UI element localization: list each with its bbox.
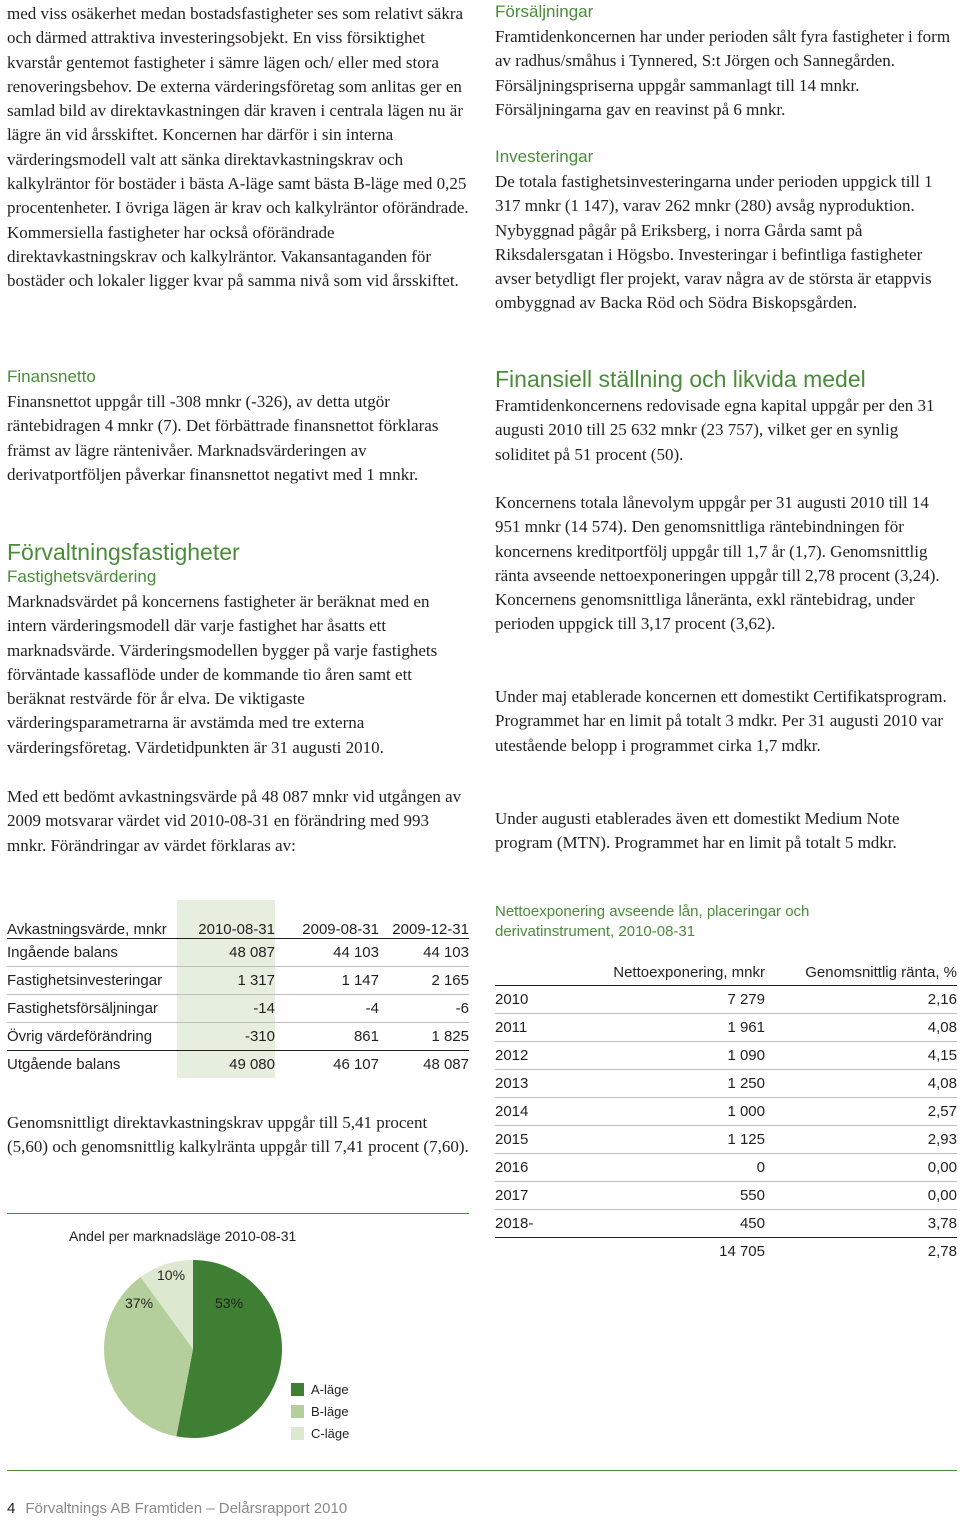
row-label: Utgående balans [7, 1056, 121, 1073]
cell-value: 1 317 [177, 967, 275, 995]
row-label: 2017 [495, 1182, 590, 1210]
cell-value: 0,00 [765, 1154, 957, 1182]
cell-value: 1 090 [590, 1042, 765, 1070]
intro-paragraph: med viss osäkerhet medan bostadsfastigheter ses som relativt säkra och därmed attraktiva investeringsobjekt. En viss försiktighet kvarstår gentemot fastigheter i sämre lägen och/ eller med stora renoveringsbehov. De externa värderingsföretag som anlitas ger en samlad bild av direktavkastningen där kraven i centrala lägen nu är lägre än vid årsskiftet. Koncernen har därför i sin interna värderingsmodell valt att sänka direktavkastningskrav och kalkylräntor för bostäder i bästa A-läge samt bästa B-läge med 0,25 procentenheter. I övriga lägen är krav och kalkylräntor oförändrade. Kommersiella fastigheter har också oförändrade direktavkastningskrav och kalkylräntor. Vakansantaganden för bostäder och lokaler ligger kvar på samma nivå som vid årsskiftet. [7, 4, 469, 291]
table-row [495, 1014, 957, 1042]
cell-value: 3,78 [765, 1210, 957, 1238]
cell-value: 1 961 [590, 1014, 765, 1042]
table-header-col3: 2009-12-31 [379, 900, 469, 939]
exposure-table [495, 959, 957, 1264]
legend-swatch [291, 1383, 304, 1396]
cell-value: 48 087 [423, 1056, 469, 1073]
row-label: Övrig värdeförändring [7, 1023, 177, 1051]
page-footer [7, 1500, 347, 1517]
row-label: Fastighetsinvesteringar [7, 967, 177, 995]
table-row [495, 1154, 957, 1182]
cell-value: -14 [177, 995, 275, 1023]
table-row [495, 986, 957, 1014]
fastighetsvardering-heading: Fastighetsvärdering [7, 567, 157, 586]
cell-value: 1 125 [590, 1126, 765, 1154]
cell-value: 861 [275, 1023, 379, 1051]
table-total-row [7, 1051, 469, 1079]
after-table-text: Genomsnittligt direktavkastningskrav uppgår till 5,41 procent (5,60) och genomsnittlig kalkylränta uppgår till 7,41 procent (7,60). [7, 1113, 469, 1157]
finansiell-text-1: Framtidenkoncernens redovisade egna kapital uppgår per den 31 augusti 2010 till 25 632 mnkr (23 757), vilket ger en synlig soliditet på 51 procent (50). [495, 396, 935, 464]
chart-top-rule [7, 1213, 469, 1214]
row-label: 2010 [495, 986, 590, 1014]
legend-label: C-läge [311, 1426, 350, 1441]
table-row [495, 1042, 957, 1070]
table-row [495, 1098, 957, 1126]
finansnetto-heading: Finansnetto [7, 367, 96, 386]
cell-value: 2,57 [765, 1098, 957, 1126]
table-header-label: Avkastningsvärde, mnkr [7, 900, 177, 939]
forsaljningar-heading: Försäljningar [495, 2, 594, 21]
cell-value: 0 [590, 1154, 765, 1182]
row-label: 2015 [495, 1126, 590, 1154]
row-label: 2016 [495, 1154, 590, 1182]
cell-value: 1 000 [590, 1098, 765, 1126]
forvaltning-text-1: Marknadsvärdet på koncernens fastigheter är beräknat med en intern värderingsmodell där varje fastighet har åsatts ett marknadsvärde. Värderingsmodellen bygger på varje fastighets förväntade kassaflöde under de kommande tio åren samt ett beräknat restvärde för år elva. De viktigaste värderingsparametrarna är avstämda med tre externa värderingsföretag. Värdetidpunkten är 31 augusti 2010. [7, 592, 438, 757]
cell-value: 4,15 [765, 1042, 957, 1070]
table-row [495, 1210, 957, 1238]
page-number: 4 [7, 1500, 16, 1517]
footer-text: Förvaltnings AB Framtiden – Delårsrapport 2010 [25, 1500, 348, 1517]
table-header-exposure: Nettoexponering, mnkr [590, 959, 765, 986]
cell-value: 46 107 [333, 1056, 379, 1073]
cell-value: 44 103 [275, 939, 379, 967]
avkastningsvarde-table [7, 900, 469, 1078]
finansiell-heading: Finansiell ställning och likvida medel [495, 366, 866, 392]
table-total-row [495, 1238, 957, 1265]
legend-swatch [291, 1405, 304, 1418]
cell-value: 4,08 [765, 1014, 957, 1042]
row-label: 2018- [495, 1210, 590, 1238]
forvaltning-text-2: Med ett bedömt avkastningsvärde på 48 087 mnkr vid utgången av 2009 motsvarar värdet vid 2010-08-31 en förändring med 993 mnkr. Förändringar av värdet förklaras av: [7, 787, 462, 855]
cell-value: 44 103 [379, 939, 469, 967]
row-label: 2013 [495, 1070, 590, 1098]
cell-value: 550 [590, 1182, 765, 1210]
pie-value-label: 10% [157, 1267, 186, 1283]
legend-swatch [291, 1427, 304, 1440]
cell-value: 1 250 [590, 1070, 765, 1098]
forvaltning-heading: Förvaltningsfastigheter [7, 539, 240, 565]
finansnetto-text: Finansnettot uppgår till -308 mnkr (-326), av detta utgör räntebidragen 4 mnkr (7). Det förbättrade finansnettot förklaras främst av lägre räntenivåer. Marknadsvärderingen av derivatportföljen påverkar finansnettot negativt med 1 mnkr. [7, 392, 439, 484]
table-header-col2: 2009-08-31 [275, 900, 379, 939]
total-label [495, 1238, 590, 1265]
footer-rule [7, 1470, 957, 1471]
finansiell-text-2: Koncernens totala lånevolym uppgår per 31 augusti 2010 till 14 951 mnkr (14 574). Den genomsnittliga räntebindningen för koncernens kreditportfölj uppgår till 1,7 år (1,7). Genomsnittlig ränta avseende nettoexponeringen uppgår till 2,78 procent (3,24). Koncernens genomsnittliga låneränta, exkl räntebidrag, under perioden uppgick till 3,17 procent (3,62). [495, 493, 940, 634]
cell-value: 48 087 [177, 939, 275, 967]
table-header-col1: 2010-08-31 [177, 900, 275, 939]
row-label: 2014 [495, 1098, 590, 1126]
row-label: 2012 [495, 1042, 590, 1070]
cell-value: 0,00 [765, 1182, 957, 1210]
table-header-rate: Genomsnittlig ränta, % [765, 959, 957, 986]
cell-value: 4,08 [765, 1070, 957, 1098]
legend-label: A-läge [311, 1382, 349, 1397]
table-row [7, 967, 469, 995]
cell-value: -4 [275, 995, 379, 1023]
table-header-row [495, 959, 957, 986]
pie-chart [7, 1250, 469, 1470]
total-exposure: 14 705 [719, 1242, 765, 1260]
cell-value: 2,93 [765, 1126, 957, 1154]
row-label: Ingående balans [7, 939, 177, 967]
table-row [7, 995, 469, 1023]
cell-value: 1 147 [275, 967, 379, 995]
finansiell-text-4: Under augusti etablerades även ett domestikt Medium Note program (MTN). Programmet har en limit på totalt 5 mdkr. [495, 809, 900, 853]
chart-title: Andel per marknadsläge 2010-08-31 [69, 1228, 297, 1244]
table-row [495, 1182, 957, 1210]
table-header-row [7, 900, 469, 939]
cell-value: 450 [590, 1210, 765, 1238]
forsaljningar-text: Framtidenkoncernen har under perioden sålt fyra fastigheter i form av radhus/småhus i Tynnered, S:t Jörgen och Sannegården. Försäljningspriserna uppgår sammanlagt till 14 mnkr. Försäljningarna gav en reavinst på 6 mnkr. [495, 27, 951, 119]
pie-value-label: 37% [125, 1295, 154, 1311]
cell-value: 7 279 [590, 986, 765, 1014]
row-label: Fastighetsförsäljningar [7, 995, 177, 1023]
cell-value: -6 [379, 995, 469, 1023]
exposure-table-title: Nettoexponering avseende lån, placeringar och derivatinstrument, 2010-08-31 [495, 903, 810, 940]
investeringar-text: De totala fastighetsinvesteringarna under perioden uppgick till 1 317 mnkr (1 147), varav 262 mnkr (280) avsåg nyproduktion. Nybyggnad pågår på Eriksberg, i norra Gårda samt på Riksdalersgatan i Högsbo. Investeringar i befintliga fastigheter avser betydligt fler projekt, varav några av de största är etappvis ombyggnad av Backa Röd och Södra Biskopsgården. [495, 172, 933, 313]
table-row [7, 1023, 469, 1051]
row-label: 2011 [495, 1014, 590, 1042]
table-header-year [495, 959, 590, 986]
cell-value: 2 165 [379, 967, 469, 995]
table-row [7, 939, 469, 967]
investeringar-heading: Investeringar [495, 147, 594, 166]
pie-value-label: 53% [215, 1295, 244, 1311]
cell-value: 2,16 [765, 986, 957, 1014]
cell-value: 49 080 [177, 1051, 275, 1079]
finansiell-text-3: Under maj etablerade koncernen ett domestikt Certifikatsprogram. Programmet har en limit på totalt 3 mdkr. Per 31 augusti 2010 var utestående belopp i programmet cirka 1,7 mdkr. [495, 687, 947, 755]
table-row [495, 1126, 957, 1154]
cell-value: 1 825 [379, 1023, 469, 1051]
table-row [495, 1070, 957, 1098]
cell-value: -310 [177, 1023, 275, 1051]
total-rate: 2,78 [927, 1242, 957, 1260]
legend-label: B-läge [311, 1404, 349, 1419]
